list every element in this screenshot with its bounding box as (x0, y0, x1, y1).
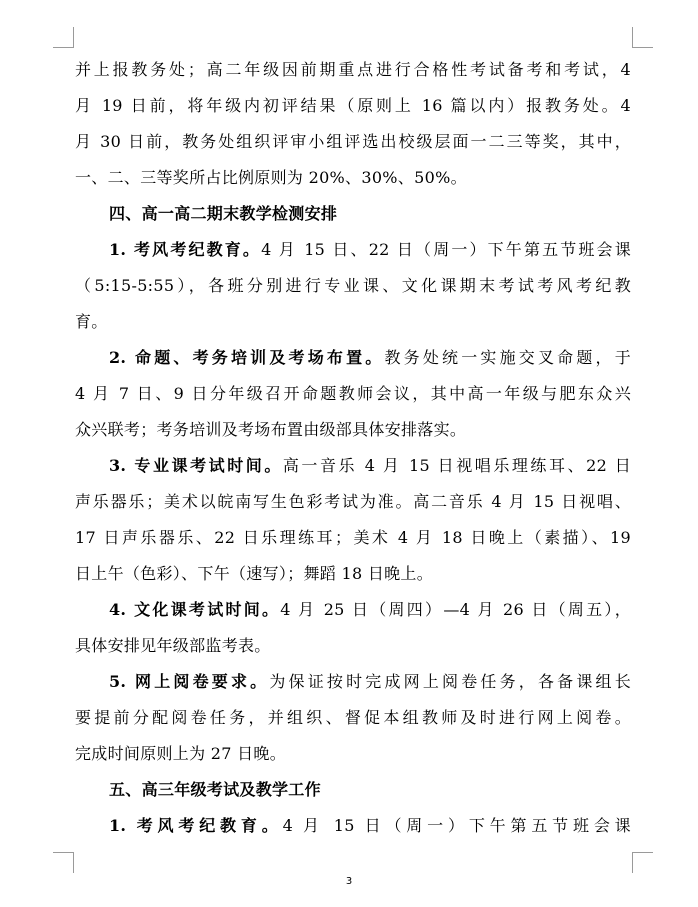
section-heading (75, 196, 631, 232)
text-line (75, 556, 631, 592)
crop-mark-bottom-left (53, 852, 74, 873)
text-run: 4 月 25 日（周四）—4 月 26 日（周五）， (280, 600, 631, 619)
page-number: 3 (345, 876, 353, 887)
text-line (75, 592, 631, 628)
text-run: 教务处统一实施交叉命题，于 (384, 348, 631, 367)
document-body (75, 52, 631, 844)
text-run: 育。 (75, 312, 108, 331)
text-line (75, 628, 631, 664)
text-line (75, 340, 631, 376)
text-run: 并上报教务处；高二年级因前期重点进行合格性考试备考和考试，4 (75, 60, 631, 79)
bold-run: 3. 专业课考试时间。 (109, 456, 283, 475)
text-run: （5:15-5:55），各班分别进行专业课、文化课期末考试考风考纪教 (75, 276, 631, 295)
text-line (75, 664, 631, 700)
text-run: 一、二、三等奖所占比例原则为 20%、30%、50%。 (75, 168, 467, 187)
text-line (75, 160, 631, 196)
text-run: 要提前分配阅卷任务，并组织、督促本组教师及时进行网上阅卷。 (75, 708, 631, 727)
text-run: 众兴联考；考务培训及考场布置由级部具体安排落实。 (75, 420, 467, 439)
text-line (75, 304, 631, 340)
text-run: 具体安排见年级部监考表。 (75, 636, 271, 655)
text-run: 声乐器乐；美术以皖南写生色彩考试为准。高二音乐 4 月 15 日视唱、 (75, 492, 631, 511)
text-run: 17 日声乐器乐、22 日乐理练耳；美术 4 月 18 日晚上（素描）、19 (75, 528, 631, 547)
text-run: 完成时间原则上为 27 日晚。 (75, 744, 287, 763)
text-line (75, 124, 631, 160)
text-run: 4 月 15 日（周一）下午第五节班会课 (282, 816, 631, 835)
text-run: 4 月 7 日、9 日分年级召开命题教师会议，其中高一年级与肥东众兴 (75, 384, 631, 403)
bold-run: 5. 网上阅卷要求。 (109, 672, 270, 691)
text-line (75, 520, 631, 556)
text-line (75, 268, 631, 304)
text-run: 月 19 日前，将年级内初评结果（原则上 16 篇以内）报教务处。4 (75, 96, 631, 115)
text-run: 月 30 日前，教务处组织评审小组评选出校级层面一二三等奖，其中， (75, 132, 631, 151)
text-line (75, 412, 631, 448)
text-line (75, 448, 631, 484)
crop-mark-top-right (632, 27, 653, 48)
text-line (75, 232, 631, 268)
text-line (75, 736, 631, 772)
crop-mark-bottom-right (632, 852, 653, 873)
text-run: 4 月 15 日、22 日（周一）下午第五节班会课 (261, 240, 631, 259)
text-line (75, 52, 631, 88)
bold-run: 五、高三年级考试及教学工作 (109, 780, 321, 799)
text-run: 日上午（色彩）、下午（速写）；舞蹈 18 日晚上。 (75, 564, 434, 583)
crop-mark-top-left (53, 27, 74, 48)
section-heading (75, 772, 631, 808)
bold-run: 2. 命题、考务培训及考场布置。 (109, 348, 385, 367)
bold-run: 1. 考风考纪教育。 (109, 816, 283, 835)
text-line (75, 88, 631, 124)
bold-run: 四、高一高二期末教学检测安排 (109, 204, 338, 223)
bold-run: 1. 考风考纪教育。 (109, 240, 262, 259)
text-run: 为保证按时完成网上阅卷任务，各备课组长 (269, 672, 631, 691)
bold-run: 4. 文化课考试时间。 (109, 600, 281, 619)
text-line (75, 376, 631, 412)
text-line (75, 808, 631, 844)
text-run: 高一音乐 4 月 15 日视唱乐理练耳、22 日 (282, 456, 631, 475)
text-line (75, 484, 631, 520)
text-line (75, 700, 631, 736)
